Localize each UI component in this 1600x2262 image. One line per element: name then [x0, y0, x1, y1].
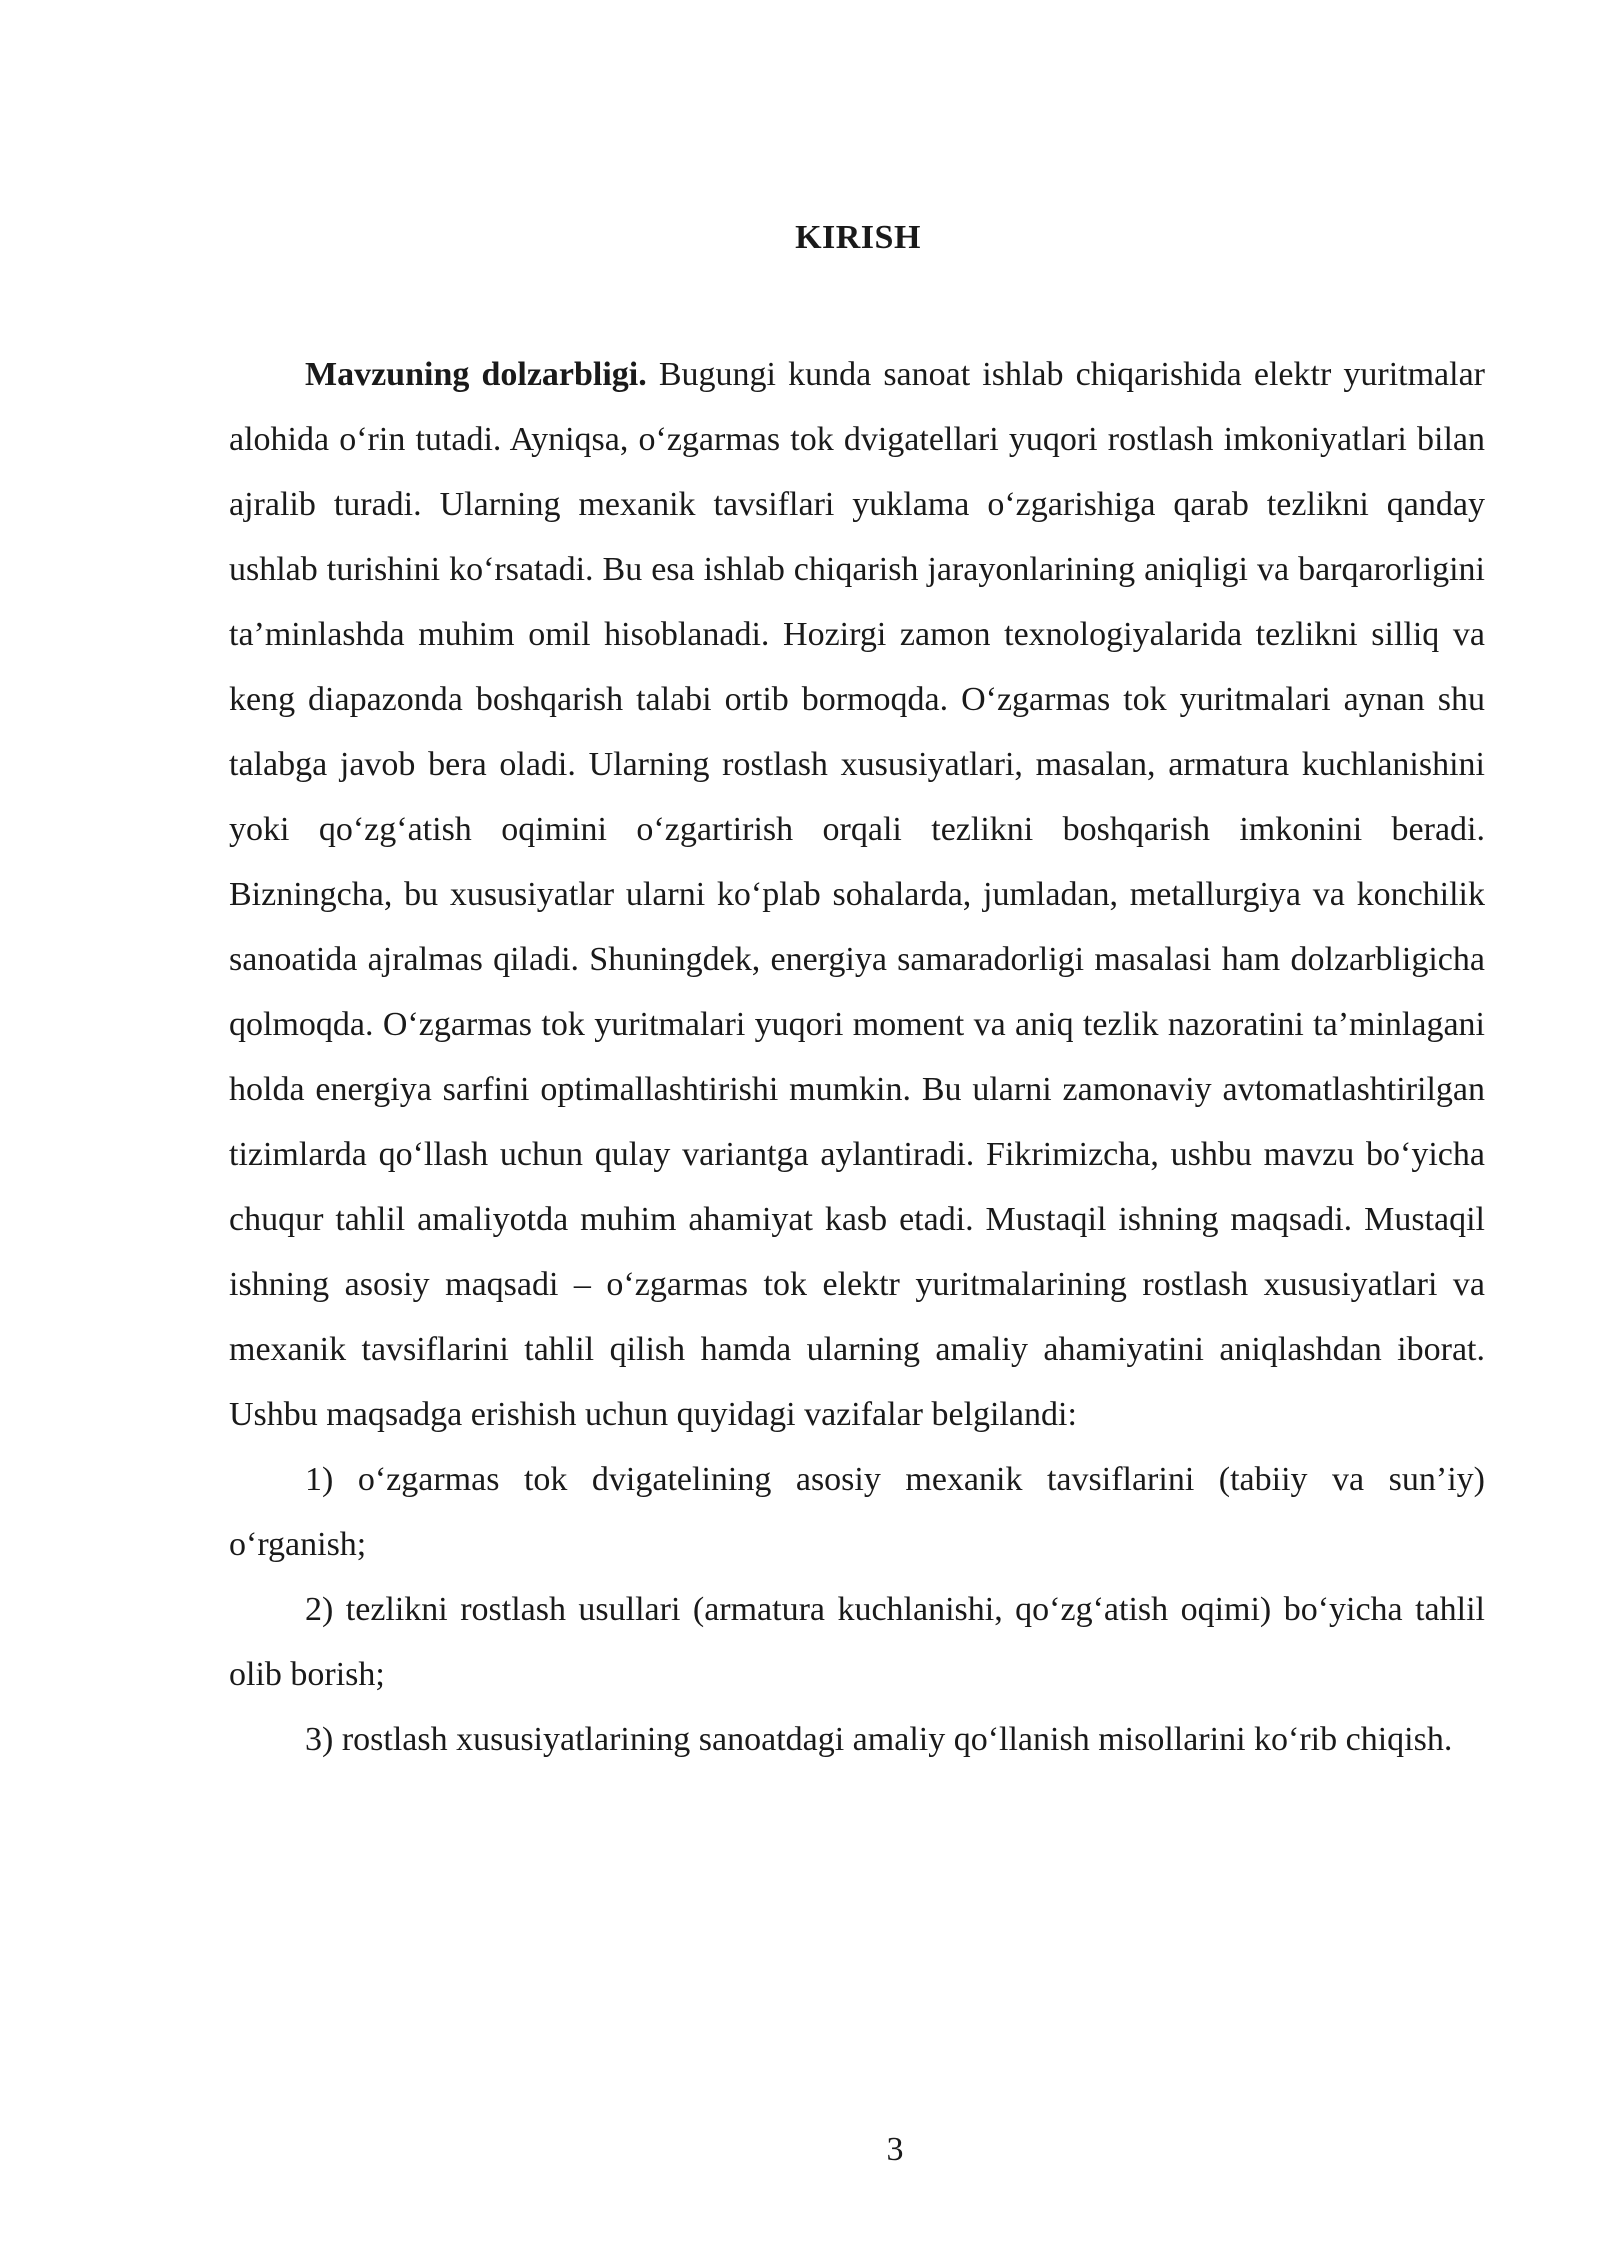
paragraph-lead: Mavzuning dolzarbligi. — [305, 356, 647, 393]
task-item-1: 1) o‘zgarmas tok dvigatelining asosiy mexanik tavsiflarini (tabiiy va sun’iy) o‘rganish; — [229, 1461, 1485, 1563]
task-item-2: 2) tezlikni rostlash usullari (armatura kuchlanishi, qo‘zg‘atish oqimi) bo‘yicha tahlil olib borish; — [229, 1591, 1485, 1693]
intro-paragraph — [229, 342, 1485, 1447]
task-item-3: 3) rostlash xususiyatlarining sanoatdagi amaliy qo‘llanish misollarini ko‘rib chiqish. — [305, 1721, 1453, 1758]
paragraph-text: Bugungi kunda sanoat ishlab chiqarishida elektr yuritmalar alohida o‘rin tutadi. Ayniqsa, o‘zgarmas tok dvigatellari yuqori rostlash imkoniyatlari bilan ajralib turadi. Ularning mexanik tavsiflari yuklama o‘zgarishiga qarab tezlikni qanday ushlab turishini ko‘rsatadi. Bu esa ishlab chiqarish jarayonlarining aniqligi va barqarorligini ta’minlashda muhim omil hisoblanadi. Hozirgi zamon texnologiyalarida tezlikni silliq va keng diapazonda boshqarish talabi ortib bormoqda. O‘zgarmas tok yuritmalari aynan shu talabga javob bera oladi. Ularning rostlash xususiyatlari, masalan, armatura kuchlanishini yoki qo‘zg‘atish oqimini o‘zgartirish orqali tezlikni boshqarish imkonini beradi. Bizningcha, bu xususiyatlar ularni ko‘plab sohalarda, jumladan, metallurgiya va konchilik sanoatida ajralmas qiladi. Shuningdek, energiya samaradorligi masalasi ham dolzarbligicha qolmoqda. O‘zgarmas tok yuritmalari yuqori moment va aniq tezlik nazoratini ta’minlagani holda energiya sarfini optimallashtirishi mumkin. Bu ularni zamonaviy avtomatlashtirilgan tizimlarda qo‘llash uchun qulay variantga aylantiradi. Fikrimizcha, ushbu mavzu bo‘yicha chuqur tahlil amaliyotda muhim ahamiyat kasb etadi. Mustaqil ishning maqsadi. Mustaqil ishning asosiy maqsadi – o‘zgarmas tok elektr yuritmalarining rostlash xususiyatlari va mexanik tavsiflarini tahlil qilish hamda ularning amaliy ahamiyatini aniqlashdan iborat. Ushbu maqsadga erishish uchun quyidagi vazifalar belgilandi: — [229, 356, 1486, 1433]
section-heading: KIRISH — [795, 219, 921, 256]
document-body — [229, 342, 1485, 1772]
page-number: 3 — [886, 2131, 904, 2168]
